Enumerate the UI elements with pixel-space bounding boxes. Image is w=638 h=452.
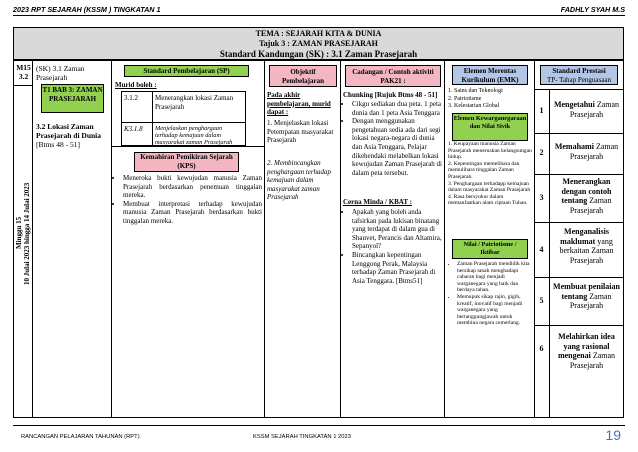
kbat-item: • Bincangkan kepentingan Lenggong Perak, Malaysia terhadap Zaman Prasejarah di Asia Tenggara. [Btms51]: [352, 251, 443, 285]
ekn-item: 4. Rasa bersyukur dalam memanfaatkan alam ciptaan Tuhan.: [448, 193, 528, 207]
ekn-item: 1. Keupayaan manusia Zaman Prasejarah meneruskan kelangsungan hidup.: [448, 141, 532, 161]
tp-row-6: [535, 325, 623, 418]
emk-item: 1. Sains dan Teknologi: [448, 88, 503, 94]
sp2-number: K3.1.8: [124, 125, 143, 133]
kbat-item: • Apakah yang boleh anda tafsirkan pada lukisan binatang yang terdapat di dalam gua di Shauvet, Perancis dan Altamira, Sepanyol?: [352, 208, 443, 251]
emk-column: [445, 61, 535, 417]
chunking-item: • Dengan menggunakan pengetahuan sedia ada dari segi lokasi negara-negara di dunia dan Asia Tenggara, Pelajar dikehendaki melabelkan lokasi kewujudan Zaman Prasejarah di dalam peta tersebut.: [352, 117, 443, 177]
week-label: Minggu 15: [15, 216, 23, 249]
week-code-sub: 3.2: [18, 72, 29, 81]
tp-number: 3: [539, 193, 544, 202]
sp-header: Standard Pembelajaran (SP): [124, 65, 249, 77]
sp-column: [112, 61, 265, 417]
week-code: M15: [16, 63, 31, 72]
tp-number: 4: [539, 245, 544, 254]
footer-center: KSSM SEJARAH TINGKATAN 1 2023: [253, 434, 351, 440]
emk-item: 2. Patriotisme: [448, 95, 482, 102]
week-dates: 10 Julai 2023 hingga 14 Julai 2023: [23, 182, 31, 285]
emk-item: 3. Kelestarian Global: [448, 103, 500, 110]
objective-1: 1. Menjelaskan lokasi Petempatan masyarakat Prasejarah: [267, 119, 334, 145]
tema-title: TEMA : SEJARAH KITA & DUNIA: [255, 29, 382, 38]
emk-header: Elemen Merentas Kurikulum (EMK): [452, 65, 528, 85]
topic-pages: [Btms 48 - 51]: [36, 140, 80, 149]
plan-table: [13, 60, 624, 418]
ekn-item: 3. Penghargaan terhadapp kemajuan dalam masyarakat Zaman Prasejarah: [448, 180, 531, 194]
objective-intro: Pada akhir pembelajaran, murid dapat :: [267, 91, 331, 117]
kps-item: • Meneroka bukti kewujudan manusia Zaman Prasejarah berdasarkan penemuan tinggalan mereka.: [123, 174, 262, 200]
nilai-header: Nilai / Patriotisme / Iktibar: [452, 239, 528, 259]
objective-header: Objektif Pembelajaran: [269, 65, 337, 87]
tp-text: Mengetahui Zaman Prasejarah: [549, 90, 623, 134]
activity-column: [341, 61, 445, 417]
ekn-item: 2. Kepentingan memelihara dan memulihara tinggalan Zaman Prasejarah.: [448, 160, 520, 180]
tp-text: Menganalisis maklumat yang berkaitan Zaman Prasejarah: [549, 223, 623, 278]
activity-header: Cadangan / Contoh aktiviti PAK21 :: [345, 65, 441, 87]
topic-location: 3.2 Lokasi Zaman Prasejarah di Dunia: [36, 122, 102, 141]
tp-text: Memahami Zaman Prasejarah: [549, 134, 623, 175]
chapter-label: T1 BAB 3: ZAMAN PRASEJARAH: [41, 84, 104, 113]
sp2-text: Menjelaskan penghargaan terhadap kemajuan dalam masyarakat zaman Prasejarah: [155, 125, 233, 147]
nilai-list: [448, 261, 534, 327]
sk-label: (SK) 3.1 Zaman Prasejarah: [36, 64, 85, 83]
kps-header: Kemahiran Pemikiran Sejarah (KPS): [134, 152, 239, 172]
tp-text: Membuat penilaian tentang Zaman Prasejarah: [549, 278, 623, 326]
objective-column: [265, 61, 341, 417]
tp-number: 1: [539, 106, 544, 115]
chunking-item: • Cikgu sediakan dua peta. 1 peta dunia dan 1 peta Asia Tenggara: [352, 100, 443, 117]
chunking-list: [343, 100, 443, 177]
tp-row-4: [535, 222, 623, 278]
tajuk-title: Tajuk 3 : ZAMAN PRASEJARAH: [259, 39, 378, 48]
page-header: [13, 3, 625, 15]
title-bar: [13, 27, 624, 60]
kps-item: • Membuat interpretasi terhadap kewujudan manusia Zaman Prasejarah berdasarkan bukti tinggalan mereka.: [123, 200, 262, 226]
chunking-title: Chunking [Rujuk Btms 48 - 51]: [343, 91, 438, 99]
header-divider: [13, 15, 625, 16]
header-left: 2023 RPT SEJARAH (KSSM ) TINGKATAN 1: [13, 5, 161, 14]
tp-row-1: [535, 89, 623, 134]
tp-number: 2: [539, 148, 544, 157]
kbat-list: [343, 208, 443, 285]
tp-number: 5: [539, 296, 544, 305]
topic-column: [33, 61, 112, 417]
sp1-text: Menerangkan lokasi Zaman Prasejarah: [155, 94, 234, 111]
ekn-header: Elemen Kewarganegaraan dan Nilai Sivik: [452, 113, 528, 141]
tp-row-2: [535, 133, 623, 175]
kps-list: [114, 174, 262, 225]
week-column: [14, 61, 33, 417]
sp-box: [121, 91, 246, 146]
nilai-item: • Zaman Prasejarah mendidik kita bersikap tanah menghadapi cabaran bagi menjadi warganegara yang baik dan berdaya tahan.: [457, 261, 534, 294]
emk-list: [448, 88, 534, 111]
tp-row-3: [535, 174, 623, 223]
prestasi-subtitle: TP- Tahap Penguasaan: [547, 75, 611, 84]
tp-number: 6: [539, 344, 544, 353]
prestasi-title: Standard Prestasi: [552, 67, 606, 75]
nilai-item: • Memupuk sikap rajin, gigih, kreatif, inovatif bagi menjadi warganegara yang bertanggungjawab untuk membina negara cemerlang.: [457, 294, 534, 327]
header-right: FADHLY SYAH M.S: [560, 5, 625, 14]
prestasi-header: [540, 65, 618, 85]
tp-row-5: [535, 277, 623, 326]
sp1-number: 3.1.2: [124, 94, 138, 102]
sk-title: Standard Kandungan (SK) : 3.1 Zaman Prasejarah: [219, 49, 418, 59]
page-number: 19: [605, 427, 621, 443]
murid-boleh: Murid boleh :: [115, 81, 157, 89]
tp-text: Melahirkan idea yang rasional mengenai Zaman Prasejarah: [549, 326, 623, 418]
kbat-title: Cerna Minda / KBAT :: [343, 198, 412, 206]
footer-left: RANCANGAN PELAJARAN TAHUNAN (RPT): [21, 434, 140, 440]
objective-2: 2. Membincangkan penghargaan terhadap kemajuan dalam masyarakat zaman Prasejarah: [267, 159, 331, 202]
tp-text: Menerangkan dengan contoh tentang Zaman Prasejarah: [549, 175, 623, 223]
prestasi-column: [535, 61, 623, 417]
ekn-list: [448, 141, 534, 207]
page-footer: [13, 425, 625, 445]
